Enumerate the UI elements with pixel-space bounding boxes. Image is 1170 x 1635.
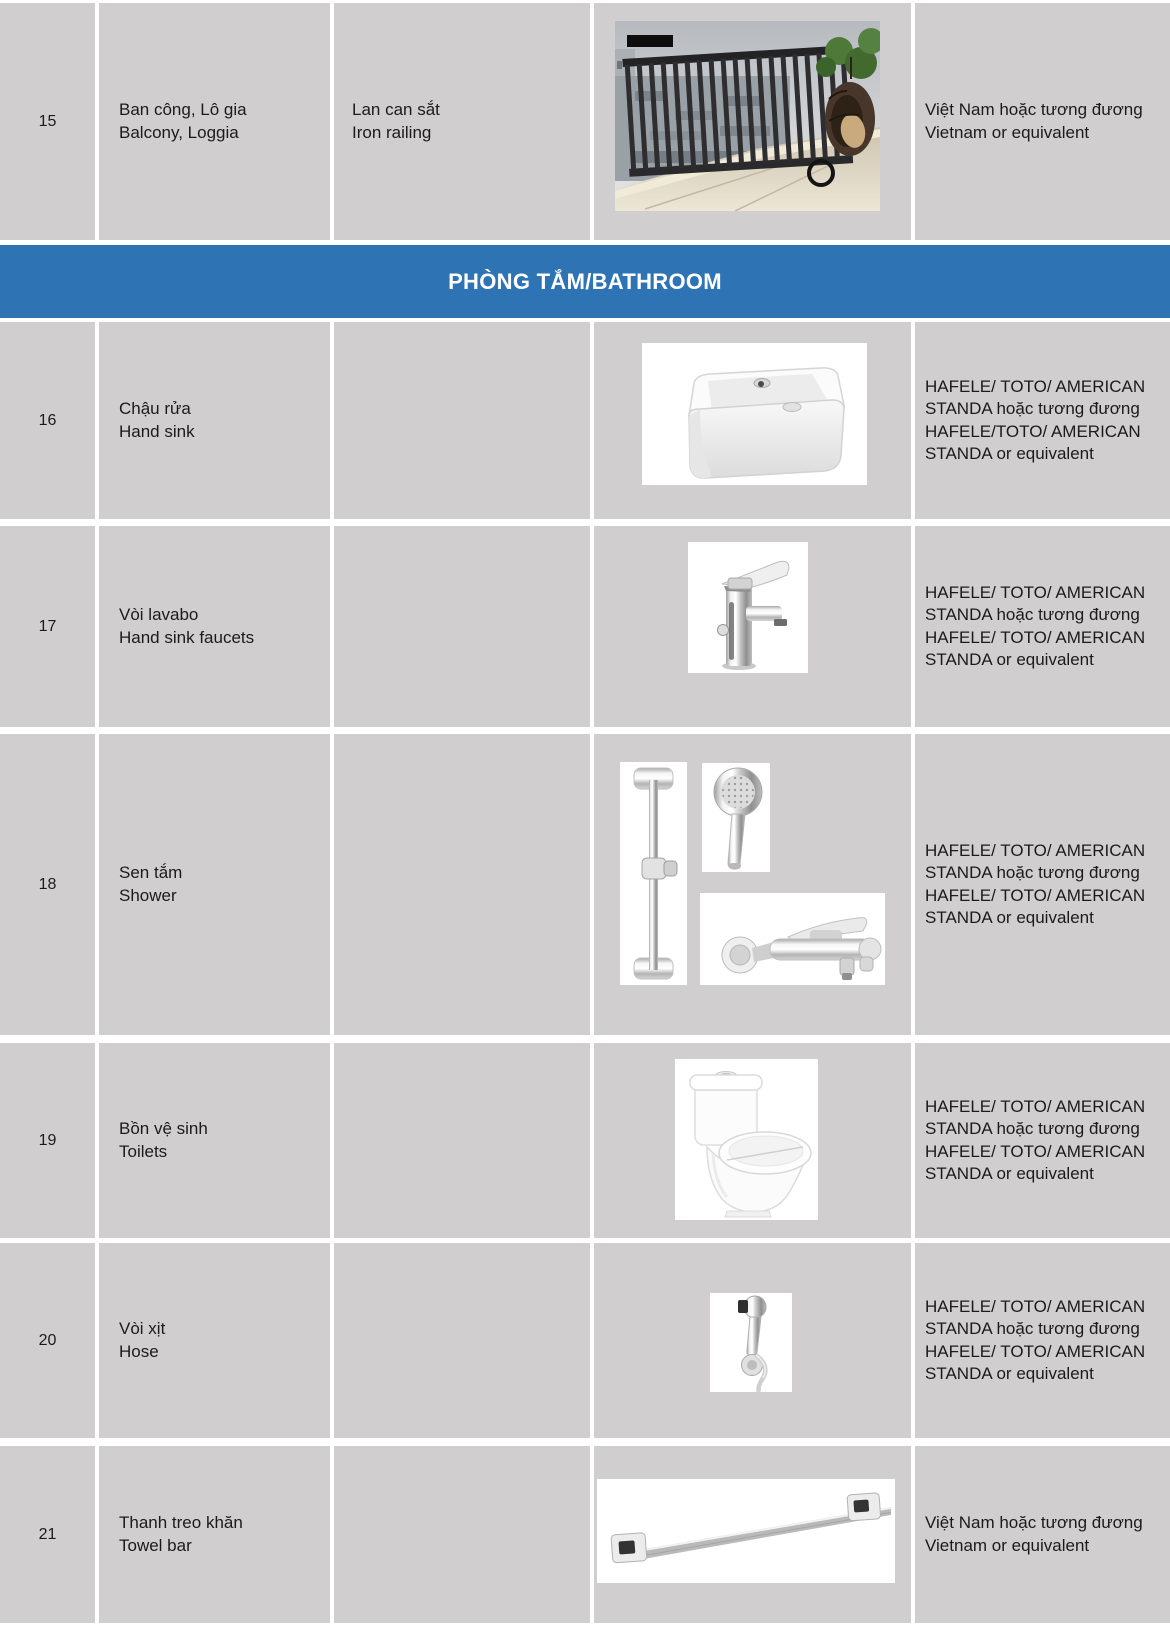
cell-material bbox=[334, 1243, 590, 1438]
cell-item-name bbox=[99, 322, 330, 519]
table-row bbox=[0, 526, 1170, 727]
material-vi: Lan can sắt bbox=[352, 99, 440, 119]
cell-material bbox=[334, 3, 590, 240]
cell-material bbox=[334, 322, 590, 519]
cell-product-image bbox=[594, 3, 911, 240]
brand-line: HAFELE/ TOTO/ AMERICAN bbox=[925, 627, 1146, 647]
section-title: PHÒNG TẮM/BATHROOM bbox=[448, 268, 722, 294]
cell-item-name bbox=[99, 526, 330, 727]
brand-line: HAFELE/ TOTO/ AMERICAN bbox=[925, 1297, 1146, 1317]
one-piece-toilet-photo bbox=[675, 1059, 818, 1220]
bath-shower-mixer-photo bbox=[700, 893, 885, 985]
item-name-en: Toilets bbox=[119, 1141, 168, 1161]
cell-brand bbox=[915, 1043, 1170, 1238]
brand-line: STANDA or equivalent bbox=[925, 1163, 1094, 1183]
brand-line: STANDA hoặc tương đương bbox=[925, 605, 1140, 625]
item-name-en: Hose bbox=[119, 1341, 159, 1361]
item-number: 17 bbox=[38, 617, 57, 635]
item-number: 19 bbox=[38, 1131, 57, 1149]
item-number: 18 bbox=[38, 875, 57, 893]
brand-line: STANDA or equivalent bbox=[925, 1363, 1094, 1383]
item-name-en: Hand sink faucets bbox=[119, 627, 255, 647]
hand-sink-faucet-photo bbox=[688, 542, 808, 673]
towel-bar-photo bbox=[597, 1479, 895, 1583]
cell-item-number bbox=[0, 1043, 95, 1238]
cell-material bbox=[334, 1446, 590, 1623]
cell-item-name bbox=[99, 1243, 330, 1438]
brand-line: STANDA hoặc tương đương bbox=[925, 1319, 1140, 1339]
item-name-vi: Thanh treo khăn bbox=[119, 1512, 243, 1532]
cell-item-number bbox=[0, 322, 95, 519]
cell-item-number bbox=[0, 526, 95, 727]
cell-product-image bbox=[594, 1446, 911, 1623]
cell-product-image bbox=[594, 1243, 911, 1438]
item-name-vi: Ban công, Lô gia bbox=[119, 99, 247, 119]
brand-line: HAFELE/ TOTO/ AMERICAN bbox=[925, 841, 1146, 861]
item-number: 20 bbox=[38, 1331, 57, 1349]
cell-item-number bbox=[0, 1446, 95, 1623]
item-name-vi: Vòi lavabo bbox=[119, 604, 199, 624]
brand-line: HAFELE/ TOTO/ AMERICAN bbox=[925, 377, 1146, 397]
brand-line: HAFELE/TOTO/ AMERICAN bbox=[925, 421, 1141, 441]
brand-line: Việt Nam hoặc tương đương bbox=[925, 1513, 1143, 1533]
item-name-vi: Vòi xịt bbox=[119, 1318, 166, 1338]
cell-material bbox=[334, 1043, 590, 1238]
brand-line: STANDA or equivalent bbox=[925, 443, 1094, 463]
table-row bbox=[0, 1243, 1170, 1438]
cell-product-image bbox=[594, 734, 911, 1035]
cell-item-number bbox=[0, 1243, 95, 1438]
item-name-en: Balcony, Loggia bbox=[119, 122, 239, 142]
cell-brand bbox=[915, 526, 1170, 727]
table-row bbox=[0, 1043, 1170, 1238]
cell-item-name bbox=[99, 734, 330, 1035]
item-number: 21 bbox=[38, 1525, 57, 1543]
item-name-vi: Bồn vệ sinh bbox=[119, 1118, 208, 1138]
item-name-en: Towel bar bbox=[119, 1535, 192, 1555]
cell-brand bbox=[915, 3, 1170, 240]
item-number: 16 bbox=[38, 411, 57, 429]
brand-line: HAFELE/ TOTO/ AMERICAN bbox=[925, 885, 1146, 905]
item-name-en: Hand sink bbox=[119, 421, 195, 441]
cell-product-image bbox=[594, 1043, 911, 1238]
brand-line: HAFELE/ TOTO/ AMERICAN bbox=[925, 1097, 1146, 1117]
cell-product-image bbox=[594, 526, 911, 727]
brand-line: HAFELE/ TOTO/ AMERICAN bbox=[925, 1141, 1146, 1161]
table-row bbox=[0, 734, 1170, 1035]
table-row bbox=[0, 322, 1170, 519]
brand-line: STANDA or equivalent bbox=[925, 907, 1094, 927]
table-row bbox=[0, 3, 1170, 240]
cell-material bbox=[334, 734, 590, 1035]
brand-line: STANDA hoặc tương đương bbox=[925, 1119, 1140, 1139]
cell-brand bbox=[915, 322, 1170, 519]
brand-line: Việt Nam hoặc tương đương bbox=[925, 100, 1143, 120]
section-header-bathroom bbox=[0, 245, 1170, 318]
brand-line: Vietnam or equivalent bbox=[925, 1535, 1090, 1555]
hand-shower-photo bbox=[702, 763, 770, 872]
brand-line: STANDA hoặc tương đương bbox=[925, 863, 1140, 883]
item-name-vi: Chậu rửa bbox=[119, 398, 191, 418]
cell-material bbox=[334, 526, 590, 727]
item-name-en: Shower bbox=[119, 885, 177, 905]
brand-line: HAFELE/ TOTO/ AMERICAN bbox=[925, 1341, 1146, 1361]
cell-brand bbox=[915, 734, 1170, 1035]
brand-line: HAFELE/ TOTO/ AMERICAN bbox=[925, 583, 1146, 603]
cell-item-name bbox=[99, 1446, 330, 1623]
shower-slide-rail-photo bbox=[620, 762, 687, 985]
item-name-vi: Sen tắm bbox=[119, 862, 183, 882]
bidet-spray-photo bbox=[710, 1293, 792, 1392]
brand-line: STANDA or equivalent bbox=[925, 649, 1094, 669]
brand-line: STANDA hoặc tương đương bbox=[925, 399, 1140, 419]
cell-product-image bbox=[594, 322, 911, 519]
cell-item-name bbox=[99, 3, 330, 240]
brand-line: Vietnam or equivalent bbox=[925, 122, 1090, 142]
cell-brand bbox=[915, 1446, 1170, 1623]
hand-sink-photo bbox=[642, 343, 867, 485]
cell-brand bbox=[915, 1243, 1170, 1438]
material-en: Iron railing bbox=[352, 122, 432, 142]
item-number: 15 bbox=[38, 112, 57, 130]
cell-item-name bbox=[99, 1043, 330, 1238]
table-row bbox=[0, 1446, 1170, 1623]
cell-item-number bbox=[0, 734, 95, 1035]
balcony-railing-photo bbox=[615, 21, 880, 211]
cell-item-number bbox=[0, 3, 95, 240]
